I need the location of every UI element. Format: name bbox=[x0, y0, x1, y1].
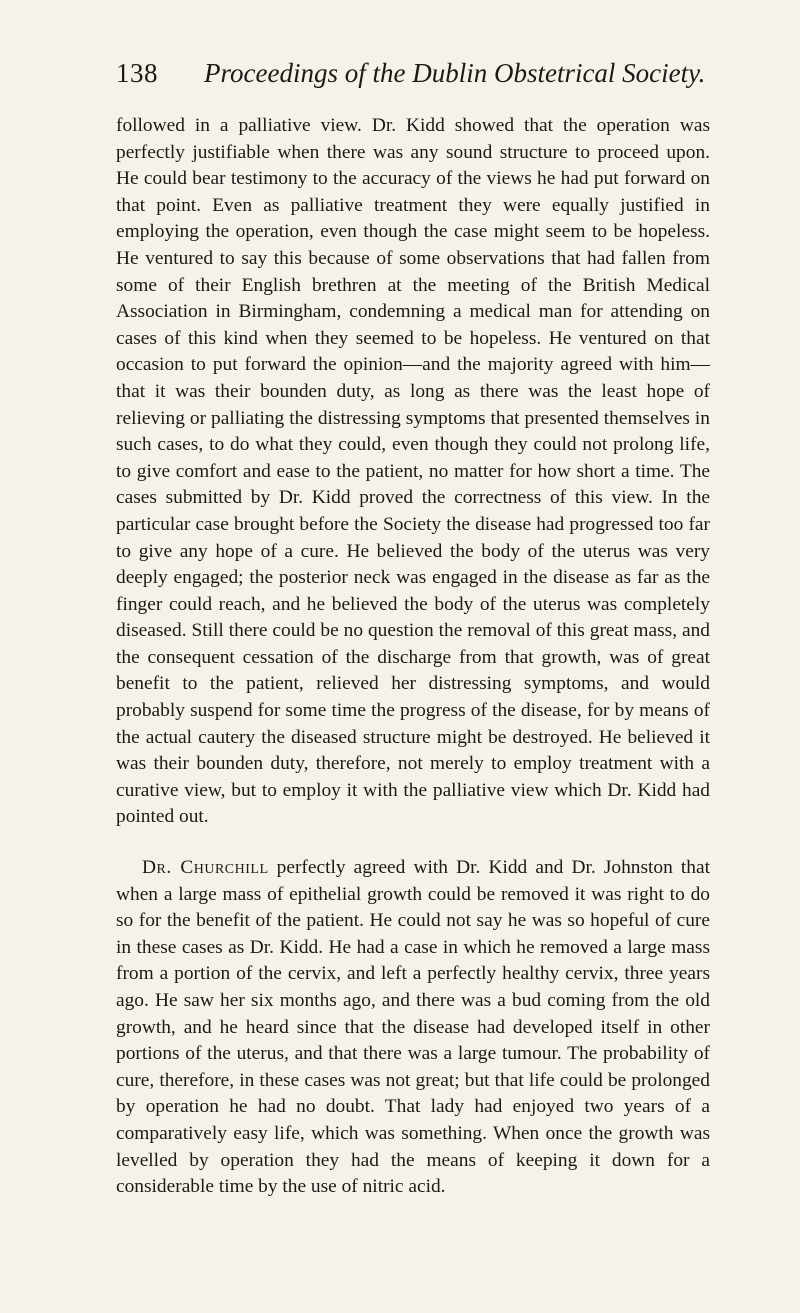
paragraph-2-text: perfectly agreed with Dr. Kidd and Dr. Johnston that when a large mass of epithelial growth could be removed it was right to do so for the benefit of the patient. He could not say he was so hopeful of cure in these cases as Dr. Kidd. He had a case in which he removed a large mass from a portion of the cervix, and left a perfectly healthy cervix, three years ago. He saw her six months ago, and there was a bud coming from the old growth, and he heard since that the disease had developed itself in other portions of the uterus, and that there was a large tumour. The probability of cure, therefore, in these cases was not great; but that life could be prolonged by operation he had no doubt. That lady had enjoyed two years of a comparatively easy life, which was something. When once the growth was levelled by operation they had the means of keeping it down for a considerable time by the use of nitric acid. bbox=[116, 857, 710, 1198]
page-number: 138 bbox=[116, 58, 158, 88]
paragraph-2 bbox=[116, 855, 710, 1201]
running-title: Proceedings of the Dublin Obstetrical Society. bbox=[204, 58, 706, 88]
speaker-name: Dr. Churchill bbox=[142, 857, 269, 879]
body-text bbox=[116, 113, 710, 1201]
paragraph-1: followed in a palliative view. Dr. Kidd showed that the operation was perfectly justifiable when there was any sound structure to proceed upon. He could bear testimony to the accuracy of the views he had put forward on that point. Even as palliative treatment they were equally justified in employing the operation, even though the case might seem to be hopeless. He ventured to say this because of some observations that had fallen from some of their English brethren at the meeting of the British Medical Association in Birmingham, condemning a medical man for attending on cases of this kind when they seemed to be hopeless. He ventured on that occasion to put forward the opinion—and the majority agreed with him—that it was their bounden duty, as long as there was the least hope of relieving or palliating the distressing symptoms that presented themselves in such cases, to do what they could, even though they could not prolong life, to give comfort and ease to the patient, no matter for how short a time. The cases submitted by Dr. Kidd proved the correctness of this view. In the particular case brought before the Society the disease had progressed too far to give any hope of a cure. He believed the body of the uterus was very deeply engaged; the posterior neck was engaged in the disease as far as the finger could reach, and he believed the body of the uterus was completely diseased. Still there could be no question the removal of this great mass, and the consequent cessation of the discharge from that growth, was of great benefit to the patient, relieved her distressing symptoms, and would probably suspend for some time the progress of the disease, for by means of the actual cautery the diseased structure might be destroyed. He believed it was their bounden duty, therefore, not merely to employ treatment with a curative view, but to employ it with the palliative view which Dr. Kidd had pointed out. bbox=[116, 115, 710, 828]
running-head bbox=[116, 58, 706, 98]
